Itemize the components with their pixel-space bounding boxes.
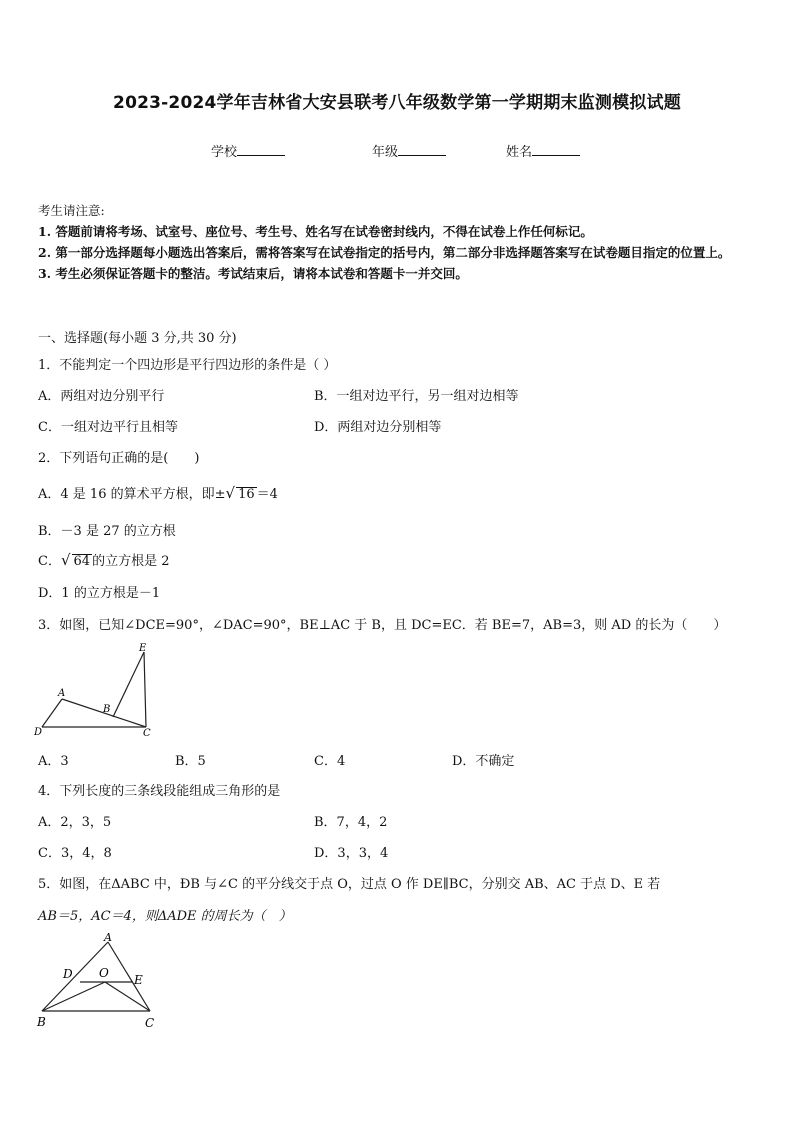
q5-label-c: C [145, 1016, 155, 1030]
sqrt-16: 16 [238, 487, 255, 502]
q3-figure [30, 640, 170, 740]
q5-line-bo [42, 982, 105, 1011]
q2-option-a: A．4 是 16 的算术平方根，即±√ 16 ＝4 [38, 484, 278, 502]
q1-option-c: C．一组对边平行且相等 [38, 420, 178, 435]
q3-line-ce [144, 652, 146, 727]
q2-option-d: D．1 的立方根是－1 [38, 586, 161, 601]
q3-stem: 3．如图，已知∠DCE=90°，∠DAC=90°，BE⊥AC 于 B，且 DC=EC．若 BE=7，AB=3，则 AD 的长为（ ） [38, 618, 727, 633]
q5-stem-line1: 5．如图，在ΔABC 中，ÐB 与∠C 的平分线交于点 O，过点 O 作 DE∥BC，分别交 AB、AC 于点 D、E 若 [38, 877, 661, 892]
notice-block [38, 200, 763, 284]
q5-label-o: O [99, 966, 109, 980]
q5-figure [30, 930, 165, 1032]
q1-option-a: A．两组对边分别平行 [38, 389, 165, 404]
q1-option-d: D．两组对边分别相等 [314, 420, 442, 435]
q5-label-e: E [134, 973, 143, 987]
page-title: 2023-2024学年吉林省大安县联考八年级数学第一学期期末监测模拟试题 [113, 93, 681, 113]
q5-label-b: B [37, 1015, 46, 1029]
q5-stem-line2: AB＝5，AC＝4，则ΔADE 的周长为（ ） [38, 909, 292, 924]
notice-item-1: 1. 答题前请将考场、试室号、座位号、考生号、姓名写在试卷密封线内，不得在试卷上作任何标记。 [38, 224, 593, 239]
section-heading: 一、选择题(每小题 3 分,共 30 分) [38, 331, 237, 346]
school-label: 学校 [211, 145, 238, 160]
q2-option-c: C．√ 64 的立方根是 2 [38, 551, 170, 569]
q5-label-a: A [104, 931, 112, 944]
notice-item-3: 3. 考生必须保证答题卡的整洁。考试结束后，请将本试卷和答题卡一并交回。 [38, 266, 468, 281]
q3-label-e: E [139, 643, 147, 654]
q3-option-b: B．5 [175, 754, 206, 769]
q1-stem: 1．不能判定一个四边形是平行四边形的条件是（ ） [38, 358, 337, 373]
q2-stem: 2．下列语句正确的是( ) [38, 451, 200, 466]
q5-line-ac [108, 942, 150, 1011]
q4-option-b: B．7，4，2 [314, 815, 388, 830]
name-blank [532, 143, 580, 156]
sqrt-64: 64 [73, 554, 91, 569]
school-blank [237, 143, 285, 156]
grade-field [372, 141, 446, 160]
notice-item-2: 2. 第一部分选择题每小题选出答案后，需将答案写在试卷指定的括号内，第二部分非选择题答案写在试卷题目指定的位置上。 [38, 245, 731, 260]
q3-line-eb [113, 652, 144, 717]
q5-label-d: D [63, 967, 73, 981]
q3-option-d: D．不确定 [452, 754, 515, 769]
q3-label-d: D [34, 727, 43, 738]
name-label: 姓名 [506, 145, 533, 160]
grade-blank [398, 143, 446, 156]
grade-label: 年级 [372, 145, 399, 160]
q3-label-b: B [103, 704, 111, 715]
name-field [506, 141, 580, 160]
q5-line-co [105, 982, 150, 1011]
q4-stem: 4．下列长度的三条线段能组成三角形的是 [38, 784, 281, 799]
q3-label-c: C [143, 728, 151, 739]
q3-option-c: C．4 [314, 754, 346, 769]
q4-option-a: A．2，3，5 [38, 815, 112, 830]
q3-option-a: A．3 [38, 754, 69, 769]
q4-option-d: D．3，3，4 [314, 846, 389, 861]
q1-option-b: B．一组对边平行，另一组对边相等 [314, 389, 519, 404]
q2-option-b: B．－3 是 27 的立方根 [38, 524, 176, 539]
q3-line-da [42, 699, 62, 727]
q3-label-a: A [58, 688, 66, 699]
school-field [211, 141, 285, 160]
q4-option-c: C．3，4，8 [38, 846, 112, 861]
student-info-row [0, 141, 794, 161]
notice-heading: 考生请注意: [38, 203, 105, 218]
